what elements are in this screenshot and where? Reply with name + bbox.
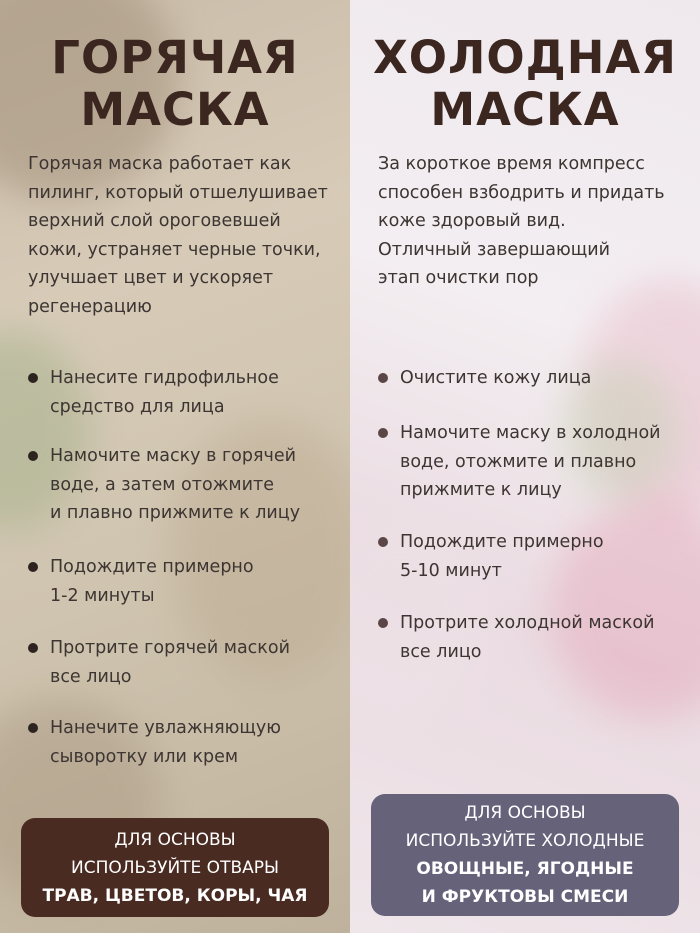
- hot-step-3: [28, 553, 328, 610]
- step-line: Нанечите увлажняющую: [50, 718, 281, 738]
- step-line: Подождите примерно: [50, 557, 254, 577]
- step-line: все лицо: [400, 641, 482, 662]
- cold-step-2: [378, 419, 678, 505]
- hot-step-1: [28, 364, 328, 421]
- step-text: [400, 364, 591, 393]
- intro-line: Горячая маска работает как: [28, 154, 292, 174]
- step-text: [50, 553, 254, 610]
- intro-line: улучшает цвет и ускоряет: [28, 268, 274, 288]
- note-line-bold: И ФРУКТОВЫ СМЕСИ: [421, 887, 629, 907]
- step-line: Протрите горячей маской: [50, 638, 290, 658]
- cold-step-3: [378, 528, 678, 585]
- bullet-icon: [28, 451, 38, 461]
- step-line: Намочите маску в холодной: [400, 423, 661, 443]
- hot-step-5: [28, 714, 328, 771]
- intro-line: кожи, устраняет черные точки,: [28, 239, 321, 260]
- step-line: все лицо: [50, 666, 132, 687]
- hot-step-2: [28, 442, 328, 528]
- step-text: [50, 634, 290, 691]
- step-line: 1-2 минуты: [50, 585, 155, 606]
- intro-line: этап очистки пор: [378, 268, 539, 288]
- cold-step-4: [378, 609, 678, 666]
- cold-mask-title: [350, 32, 700, 136]
- note-line: ИСПОЛЬЗУЙТЕ ХОЛОДНЫЕ: [405, 831, 645, 851]
- intro-line: коже здоровый вид.: [378, 211, 566, 231]
- step-line: Намочите маску в горячей: [50, 446, 296, 466]
- note-line: ДЛЯ ОСНОВЫ: [114, 829, 236, 850]
- step-line: Очистите кожу лица: [400, 368, 592, 388]
- note-line: ДЛЯ ОСНОВЫ: [464, 803, 586, 823]
- step-text: [50, 442, 300, 528]
- intro-line: способен взбодрить и придать: [378, 182, 665, 203]
- step-line: и плавно прижмите к лицу: [50, 503, 301, 523]
- cold-title-line2: МАСКА: [430, 83, 620, 136]
- step-line: Протрите холодной маской: [400, 613, 655, 633]
- intro-line: регенерацию: [28, 296, 152, 317]
- bullet-icon: [378, 373, 388, 383]
- step-line: 5-10 минут: [400, 560, 502, 581]
- step-text: [50, 364, 279, 421]
- step-line: средство для лица: [50, 396, 225, 417]
- step-text: [50, 714, 281, 771]
- step-text: [400, 609, 655, 666]
- step-text: [400, 528, 604, 585]
- step-text: [400, 419, 661, 505]
- cold-step-1: [378, 364, 678, 393]
- cold-mask-column: [350, 0, 700, 933]
- note-line-bold: ТРАВ, ЦВЕТОВ, КОРЫ, ЧАЯ: [42, 885, 308, 906]
- hot-mask-intro: [28, 150, 334, 321]
- intro-line: За короткое время компресс: [378, 154, 645, 174]
- cold-mask-intro: [378, 150, 686, 293]
- bullet-icon: [378, 428, 388, 438]
- intro-line: верхний слой ороговевшей: [28, 211, 281, 231]
- note-line-bold: ОВОЩНЫЕ, ЯГОДНЫЕ: [416, 859, 634, 879]
- cold-title-line1: ХОЛОДНАЯ: [373, 31, 677, 84]
- hot-mask-base-note: [21, 818, 329, 917]
- bullet-icon: [28, 373, 38, 383]
- step-line: сыворотку или крем: [50, 746, 239, 767]
- step-line: Подождите примерно: [400, 532, 604, 552]
- intro-line: Отличный завершающий: [378, 239, 610, 260]
- bullet-icon: [28, 643, 38, 653]
- intro-line: пилинг, который отшелушивает: [28, 182, 328, 203]
- bullet-icon: [378, 537, 388, 547]
- hot-step-4: [28, 634, 328, 691]
- step-line: воде, а затем отожмите: [50, 474, 274, 495]
- hot-title-line1: ГОРЯЧАЯ: [51, 31, 299, 84]
- bullet-icon: [378, 618, 388, 628]
- hot-title-line2: МАСКА: [80, 83, 270, 136]
- note-line: ИСПОЛЬЗУЙТЕ ОТВАРЫ: [70, 857, 279, 878]
- hot-mask-title: [0, 32, 350, 136]
- step-line: воде, отожмите и плавно: [400, 451, 637, 472]
- step-line: прижмите к лицу: [400, 480, 562, 500]
- step-line: Нанесите гидрофильное: [50, 368, 279, 388]
- bullet-icon: [28, 723, 38, 733]
- bullet-icon: [28, 562, 38, 572]
- cold-mask-base-note: [371, 794, 679, 916]
